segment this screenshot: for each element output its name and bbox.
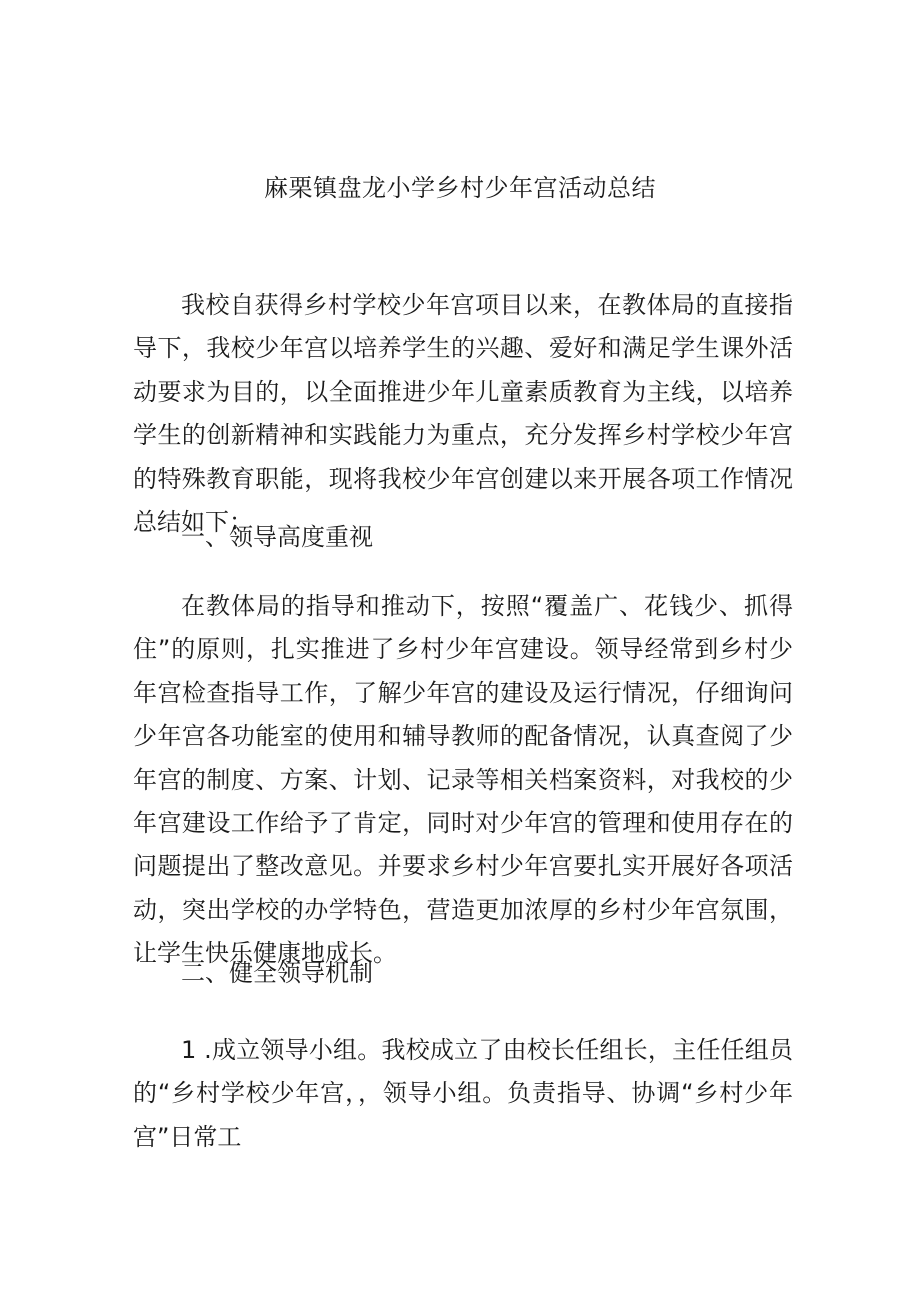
section-body-mechanism: 1 .成立领导小组。我校成立了由校长任组长，主任任组员的“乡村学校少年宫，，领导小组。负责指导、协调“乡村少年宫”日常工: [133, 1036, 793, 1151]
intro-paragraph: 我校自获得乡村学校少年宫项目以来，在教体局的直接指导下，我校少年宫以培养学生的兴趣、爱好和满足学生课外活动要求为目的，以全面推进少年儿童素质教育为主线，以培养学生的创新精神和实践能力为重点，充分发挥乡村学校少年宫的特殊教育职能，现将我校少年宫创建以来开展各项工作情况总结如下：: [133, 291, 793, 537]
document-title: 麻栗镇盘龙小学乡村少年宫活动总结: [264, 174, 656, 202]
section-body-leadership: 在教体局的指导和推动下，按照“覆盖广、花钱少、抓得住”的原则，扎实推进了乡村少年宫建设。领导经常到乡村少年宫检查指导工作，了解少年宫的建设及运行情况，仔细询问少年宫各功能室的使用和辅导教师的配备情况，认真查阅了少年宫的制度、方案、计划、记录等相关档案资料，对我校的少年宫建设工作给予了肯定，同时对少年宫的管理和使用存在的问题提出了整改意见。并要求乡村少年宫要扎实开展好各项活动，突出学校的办学特色，营造更加浓厚的乡村少年宫氛围，让学生快乐健康地成长。: [133, 592, 793, 968]
section-heading-mechanism: 二、健全领导机制: [181, 959, 373, 987]
section-heading-leadership: 一、领导高度重视: [181, 523, 373, 551]
